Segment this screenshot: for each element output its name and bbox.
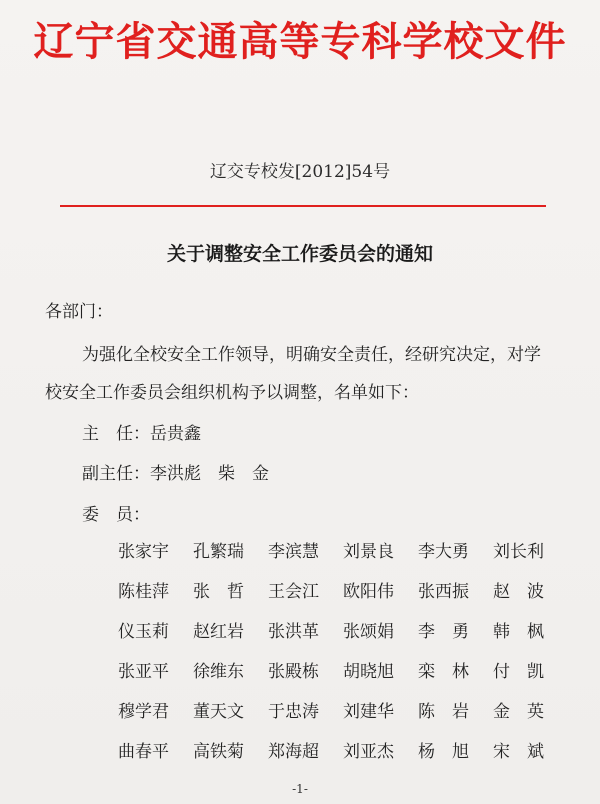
member-name: 栾 林	[418, 662, 469, 682]
member-name: 曲春平	[118, 742, 169, 762]
body-paragraph-line-2: 校安全工作委员会组织机构予以调整，名单如下：	[45, 383, 419, 403]
member-name: 李 勇	[418, 622, 469, 642]
chair-row	[82, 422, 201, 446]
member-name: 金 英	[493, 702, 544, 722]
member-name: 张洪革	[268, 622, 319, 642]
member-name: 李大勇	[418, 542, 469, 562]
member-name: 张殿栋	[268, 662, 319, 682]
red-divider-line	[60, 205, 546, 207]
member-name: 刘建华	[343, 702, 394, 722]
member-name: 王会江	[268, 582, 319, 602]
member-name: 刘亚杰	[343, 742, 394, 762]
member-name: 徐维东	[193, 662, 244, 682]
member-name: 张颂娟	[343, 622, 394, 642]
member-name: 胡晓旭	[343, 662, 394, 682]
notice-title: 关于调整安全工作委员会的通知	[166, 243, 433, 265]
member-name: 张 哲	[193, 582, 244, 602]
member-name: 陈 岩	[418, 702, 469, 722]
members-label: 委 员：	[82, 505, 150, 525]
member-name: 赵红岩	[193, 622, 244, 642]
document-number: 辽交专校发[2012]54号	[209, 162, 391, 182]
member-name: 高铁菊	[193, 742, 244, 762]
chair-name: 岳贵鑫	[150, 424, 201, 444]
member-name: 仪玉莉	[118, 622, 169, 642]
member-name: 张亚平	[118, 662, 169, 682]
member-name: 赵 波	[493, 582, 544, 602]
member-name: 欧阳伟	[343, 582, 394, 602]
member-name: 付 凯	[493, 662, 544, 682]
vice-chair-label: 副主任：	[82, 464, 150, 484]
member-name: 刘景良	[343, 542, 394, 562]
member-name: 李滨慧	[268, 542, 319, 562]
member-name: 韩 枫	[493, 622, 544, 642]
member-name: 刘长利	[493, 542, 544, 562]
page-number: -1-	[292, 782, 308, 796]
member-name: 宋 斌	[493, 742, 544, 762]
member-name: 杨 旭	[418, 742, 469, 762]
member-name: 张家宇	[118, 542, 169, 562]
member-name: 董天文	[193, 702, 244, 722]
member-name: 张西振	[418, 582, 469, 602]
body-paragraph-line-1: 为强化全校安全工作领导，明确安全责任，经研究决定，对学	[82, 345, 541, 365]
vice-chair-names: 李洪彪 柴 金	[150, 464, 269, 484]
member-name: 穆学君	[118, 702, 169, 722]
vice-chair-row	[82, 462, 269, 486]
document-header-title: 辽宁省交通高等专科学校文件	[33, 19, 567, 65]
members-grid	[118, 540, 568, 780]
chair-label: 主 任：	[82, 424, 150, 444]
member-name: 陈桂萍	[118, 582, 169, 602]
addressee: 各部门：	[45, 302, 113, 322]
member-name: 于忠涛	[268, 702, 319, 722]
member-name: 孔繁瑞	[193, 542, 244, 562]
member-name: 郑海超	[268, 742, 319, 762]
